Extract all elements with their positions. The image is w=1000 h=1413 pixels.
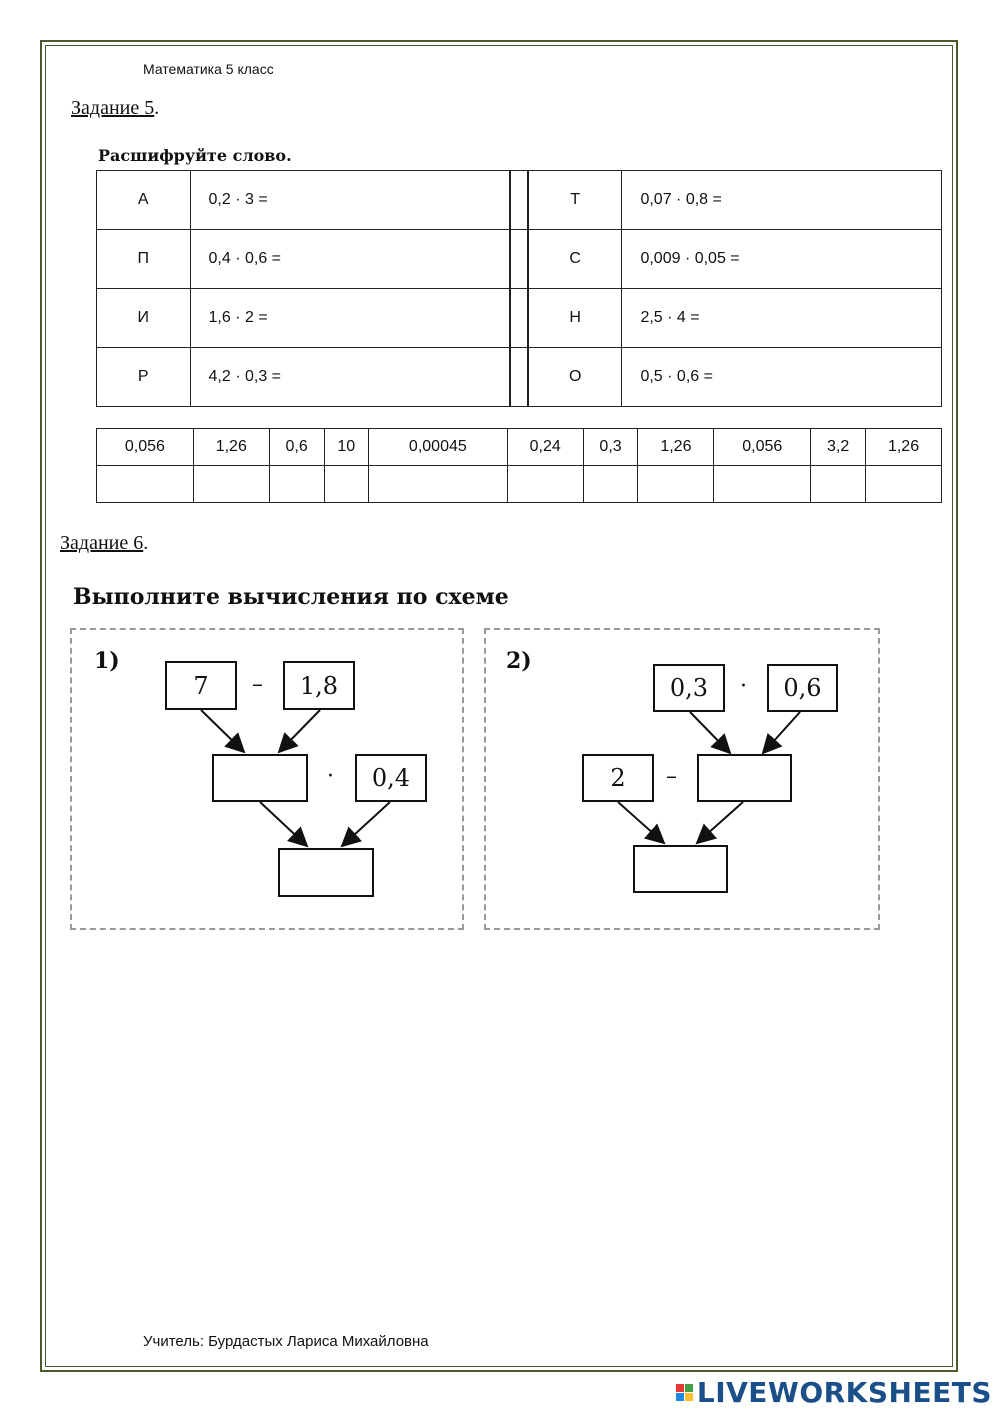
logo-squares-icon: [676, 1384, 693, 1401]
scheme-2-op-times: ·: [740, 674, 747, 699]
cipher-expression: 0,009 · 0,05 =: [622, 230, 942, 289]
answer-code: 0,3: [583, 429, 638, 466]
answer-code: 3,2: [811, 429, 866, 466]
scheme-2-box-c: 2: [582, 754, 654, 802]
cipher-expression: 0,4 · 0,6 =: [190, 230, 510, 289]
answer-code: 0,00045: [368, 429, 507, 466]
cipher-expression: 0,5 · 0,6 =: [622, 348, 942, 407]
answer-code: 0,6: [269, 429, 324, 466]
cipher-expression: 0,2 · 3 =: [190, 171, 510, 230]
cipher-expression: 4,2 · 0,3 =: [190, 348, 510, 407]
cipher-letter: И: [97, 289, 191, 348]
arrow-2c: [618, 802, 664, 843]
answer-code: 0,056: [714, 429, 811, 466]
liveworksheets-logo: [676, 1376, 992, 1409]
scheme-1-result-input-2[interactable]: [278, 848, 374, 897]
scheme-2-op-minus: –: [666, 764, 677, 789]
scheme-2-result-input-1[interactable]: [697, 754, 792, 802]
task6-subtitle: Выполните вычисления по схеме: [73, 584, 509, 610]
arrow-1d: [342, 802, 390, 846]
answer-code: 0,24: [507, 429, 583, 466]
cipher-expression: 2,5 · 4 =: [622, 289, 942, 348]
task6-title: Задание 6.: [60, 532, 149, 554]
answer-code: 1,26: [193, 429, 269, 466]
arrow-2b: [763, 712, 800, 753]
cipher-letter: Р: [97, 348, 191, 407]
page-header: Математика 5 класс: [143, 61, 274, 77]
scheme-1-box-b: 1,8: [283, 661, 355, 710]
cipher-letter: П: [97, 230, 191, 289]
task5-subtitle: Расшифруйте слово.: [98, 146, 292, 165]
task5-title: Задание 5.: [71, 97, 160, 119]
brand-text: LIVEWORKSHEETS: [696, 1376, 992, 1409]
teacher-footer: Учитель: Бурдастых Лариса Михайловна: [143, 1333, 429, 1350]
scheme-1-box-c: 0,4: [355, 754, 427, 802]
scheme-1-op-minus: –: [252, 672, 263, 697]
scheme-2-box-b: 0,6: [767, 664, 838, 712]
scheme-1-op-times: ·: [327, 764, 334, 789]
cipher-expression: 1,6 · 2 =: [190, 289, 510, 348]
answer-code: 10: [324, 429, 368, 466]
answer-code: 0,056: [97, 429, 194, 466]
scheme-1-result-input-1[interactable]: [212, 754, 308, 802]
cipher-letter: О: [528, 348, 622, 407]
scheme-1-box-a: 7: [165, 661, 237, 710]
arrow-2a: [690, 712, 730, 753]
cipher-letter: С: [528, 230, 622, 289]
cipher-letter: А: [97, 171, 191, 230]
cipher-expression: 0,07 · 0,8 =: [622, 171, 942, 230]
answer-code: 1,26: [638, 429, 714, 466]
arrow-2d: [697, 802, 743, 843]
scheme-2-box-a: 0,3: [653, 664, 725, 712]
cipher-letter: Т: [528, 171, 622, 230]
scheme-1-label: 1): [94, 648, 120, 674]
arrow-1c: [260, 802, 307, 846]
answer-code: 1,26: [866, 429, 942, 466]
scheme-2-label: 2): [506, 648, 532, 674]
cipher-letter: Н: [528, 289, 622, 348]
arrow-1b: [279, 710, 320, 752]
arrow-1a: [201, 710, 244, 752]
scheme-2-result-input-2[interactable]: [633, 845, 728, 893]
